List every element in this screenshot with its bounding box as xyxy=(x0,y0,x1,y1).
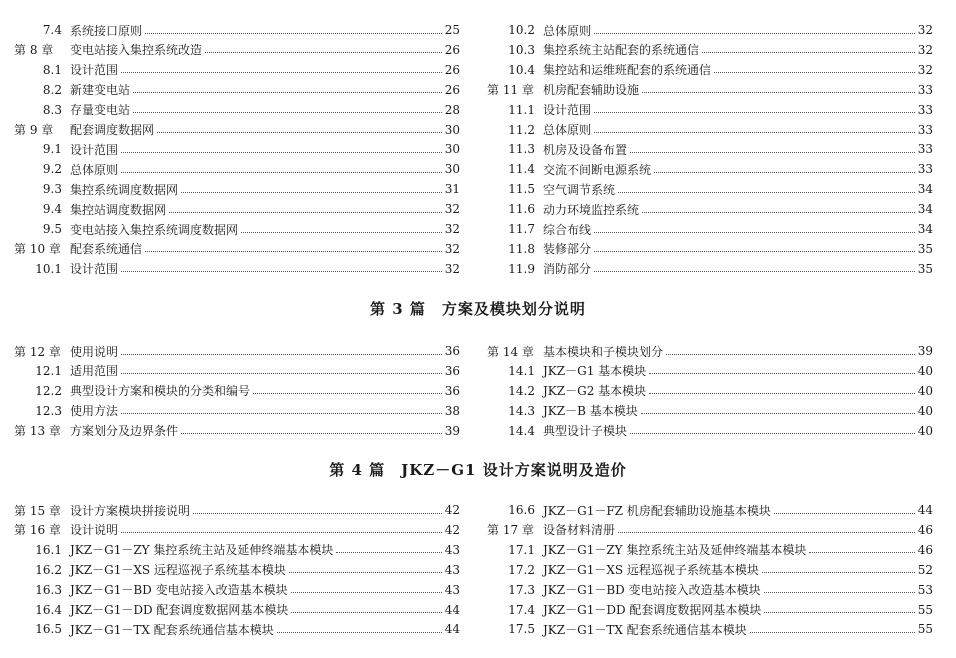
toc-page-number: 31 xyxy=(444,182,460,197)
toc-entry-title: 变电站接入集控系统调度数据网 xyxy=(70,222,239,237)
toc-entry-number: 7.4 xyxy=(42,23,62,37)
toc-entry-title: JKZ－G1－BD 变电站接入改造基本模块 xyxy=(70,583,288,598)
toc-page-number: 33 xyxy=(917,122,933,137)
toc-leader-dots xyxy=(121,172,442,173)
toc-section-entry[interactable] xyxy=(487,259,933,279)
toc-entry-title: 配套系统通信 xyxy=(70,242,143,257)
toc-chapter-entry[interactable] xyxy=(14,520,460,540)
toc-entry-number: 16.3 xyxy=(35,582,62,597)
toc-entry-number: 10.3 xyxy=(508,42,535,57)
toc-entry-number: 第 16 章 xyxy=(14,523,61,538)
toc-entry-title: 总体原则 xyxy=(543,23,592,38)
toc-page-number: 36 xyxy=(444,344,460,358)
toc-entry-title: 总体原则 xyxy=(70,162,119,177)
toc-entry-title: 设计方案模块拼接说明 xyxy=(70,503,191,518)
toc-entry-title: JKZ－G1－XS 远程巡视子系统基本模块 xyxy=(543,563,759,578)
toc-leader-dots xyxy=(809,552,914,553)
toc-leader-dots xyxy=(133,92,442,93)
toc-entry-number: 11.5 xyxy=(508,182,535,197)
toc-entry-number: 11.6 xyxy=(508,202,535,217)
toc-page-number: 33 xyxy=(917,142,933,157)
toc-entry-title: 典型设计方案和模块的分类和编号 xyxy=(70,384,251,399)
toc-entry-number: 10.1 xyxy=(35,261,62,276)
toc-section-entry[interactable] xyxy=(487,361,933,381)
toc-page-number: 55 xyxy=(917,602,933,617)
toc-entry-number: 10.2 xyxy=(508,23,535,37)
toc-leader-dots xyxy=(121,413,442,414)
toc-leader-dots xyxy=(145,251,442,252)
toc-leader-dots xyxy=(594,112,915,113)
toc-page-number: 39 xyxy=(917,344,933,358)
toc-leader-dots xyxy=(145,33,442,34)
toc-page-number: 42 xyxy=(444,522,460,537)
toc-chapter-entry[interactable] xyxy=(487,520,933,540)
toc-entry-number: 第 15 章 xyxy=(14,503,61,518)
toc-leader-dots xyxy=(121,72,442,73)
toc-entry-title: 综合布线 xyxy=(543,222,592,237)
toc-page-number: 32 xyxy=(917,23,933,37)
toc-section-entry[interactable] xyxy=(14,560,460,580)
toc-leader-dots xyxy=(277,632,442,633)
toc-leader-dots xyxy=(630,433,915,434)
toc-page-number: 25 xyxy=(444,23,460,37)
toc-leader-dots xyxy=(289,572,442,573)
toc-leader-dots xyxy=(714,72,915,73)
toc-entry-number: 14.2 xyxy=(508,383,535,398)
toc-entry-number: 17.5 xyxy=(508,622,535,637)
toc-leader-dots xyxy=(121,532,442,533)
toc-page-number: 53 xyxy=(917,582,933,597)
toc-entry-title: 新建变电站 xyxy=(70,83,131,98)
toc-entry-title: 机房配套辅助设施 xyxy=(543,83,640,98)
toc-section-entry[interactable] xyxy=(14,361,460,381)
toc-chapter-entry[interactable] xyxy=(487,80,933,100)
toc-entry-title: 集控系统调度数据网 xyxy=(70,182,179,197)
toc-entry-number: 16.1 xyxy=(35,542,62,557)
toc-page-number: 32 xyxy=(444,261,460,276)
toc-page-number: 28 xyxy=(444,102,460,117)
toc-section-entry[interactable] xyxy=(487,60,933,80)
toc-page-number: 32 xyxy=(917,62,933,77)
toc-page-number: 30 xyxy=(444,162,460,177)
toc-entry-title: JKZ－G1－BD 变电站接入改造基本模块 xyxy=(543,583,761,598)
toc-leader-dots xyxy=(618,192,915,193)
toc-entry-title: 交流不间断电源系统 xyxy=(543,162,652,177)
toc-entry-title: JKZ－G1－XS 远程巡视子系统基本模块 xyxy=(70,563,286,578)
toc-section-entry[interactable] xyxy=(487,500,933,520)
toc-entry-number: 11.7 xyxy=(508,222,535,236)
toc-section-entry[interactable] xyxy=(487,219,933,239)
toc-entry-number: 11.3 xyxy=(508,142,535,157)
toc-entry-title: 设计范围 xyxy=(70,63,119,78)
toc-leader-dots xyxy=(642,92,915,93)
toc-page-number: 55 xyxy=(917,622,933,637)
toc-page-number: 26 xyxy=(444,82,460,97)
part-heading: 第 4 篇 JKZ－G1 设计方案说明及造价 xyxy=(329,461,627,479)
toc-leader-dots xyxy=(762,572,915,573)
toc-leader-dots xyxy=(291,592,442,593)
toc-leader-dots xyxy=(193,513,442,514)
toc-page-number: 34 xyxy=(917,222,933,236)
toc-entry-title: 适用范围 xyxy=(70,364,119,379)
toc-entry-number: 16.2 xyxy=(35,562,62,577)
toc-section-entry[interactable] xyxy=(14,401,460,421)
toc-entry-number: 8.1 xyxy=(42,62,62,77)
toc-leader-dots xyxy=(594,232,915,233)
toc-leader-dots xyxy=(169,212,442,213)
toc-entry-number: 17.1 xyxy=(508,542,535,557)
toc-leader-dots xyxy=(641,413,915,414)
toc-page-number: 44 xyxy=(444,602,460,617)
toc-entry-title: 使用方法 xyxy=(70,404,119,419)
toc-section-entry[interactable] xyxy=(14,381,460,401)
toc-entry-title: 总体原则 xyxy=(543,123,592,137)
toc-section-entry[interactable] xyxy=(487,20,933,40)
toc-entry-title: 设备材料清册 xyxy=(543,523,616,538)
toc-page-number: 32 xyxy=(917,42,933,57)
toc-leader-dots xyxy=(121,373,442,374)
toc-entry-number: 14.1 xyxy=(508,363,535,378)
toc-chapter-entry[interactable] xyxy=(14,500,460,520)
toc-section-entry[interactable] xyxy=(14,540,460,560)
toc-section-entry[interactable] xyxy=(14,259,460,279)
toc-leader-dots xyxy=(594,271,915,272)
toc-section-entry[interactable] xyxy=(14,619,460,639)
toc-entry-number: 第 8 章 xyxy=(14,43,54,58)
toc-entry-number: 9.2 xyxy=(42,162,62,177)
toc-leader-dots xyxy=(181,433,442,434)
toc-section-entry[interactable] xyxy=(14,600,460,620)
toc-section-entry[interactable] xyxy=(14,219,460,239)
toc-entry-number: 第 17 章 xyxy=(487,523,534,538)
toc-entry-title: 集控站调度数据网 xyxy=(70,202,167,217)
toc-section-entry[interactable] xyxy=(14,20,460,40)
toc-entry-title: JKZ－G1－FZ 机房配套辅助设施基本模块 xyxy=(543,503,771,518)
toc-section-entry[interactable] xyxy=(14,199,460,219)
toc-entry-number: 10.4 xyxy=(508,62,535,77)
toc-entry-title: JKZ－G1－DD 配套调度数据网基本模块 xyxy=(543,603,762,617)
toc-leader-dots xyxy=(649,373,915,374)
toc-entry-title: 系统接口原则 xyxy=(70,23,143,38)
toc-entry-number: 第 9 章 xyxy=(14,123,54,137)
toc-entry-title: JKZ－G1－TX 配套系统通信基本模块 xyxy=(543,622,747,637)
toc-page-number: 40 xyxy=(917,423,933,438)
toc-entry-number: 第 10 章 xyxy=(14,242,61,257)
toc-entry-number: 17.2 xyxy=(508,562,535,577)
toc-section-entry[interactable] xyxy=(487,381,933,401)
toc-page-number: 46 xyxy=(917,522,933,537)
toc-section-entry[interactable] xyxy=(487,600,933,620)
toc-leader-dots xyxy=(241,232,442,233)
toc-leader-dots xyxy=(666,354,915,355)
toc-entry-title: 存量变电站 xyxy=(70,103,131,118)
toc-section-entry[interactable] xyxy=(14,60,460,80)
toc-leader-dots xyxy=(764,592,915,593)
toc-entry-title: JKZ－B 基本模块 xyxy=(543,404,638,419)
toc-leader-dots xyxy=(594,251,915,252)
toc-entry-number: 12.1 xyxy=(35,363,62,378)
toc-page-number: 44 xyxy=(444,622,460,637)
toc-section-entry[interactable] xyxy=(487,100,933,120)
toc-leader-dots xyxy=(618,532,915,533)
toc-leader-dots xyxy=(121,354,442,355)
toc-chapter-entry[interactable] xyxy=(14,341,460,361)
toc-page-number: 33 xyxy=(917,82,933,97)
toc-entry-number: 14.4 xyxy=(508,423,535,438)
toc-entry-title: 使用说明 xyxy=(70,344,119,359)
toc-entry-title: 消防部分 xyxy=(543,262,592,277)
toc-entry-number: 第 14 章 xyxy=(487,344,534,359)
toc-page-number: 32 xyxy=(444,202,460,217)
toc-page-number: 43 xyxy=(444,582,460,597)
toc-page-number: 52 xyxy=(917,562,933,577)
toc-entry-title: JKZ－G2 基本模块 xyxy=(543,384,647,399)
toc-page-number: 36 xyxy=(444,383,460,398)
toc-page-number: 33 xyxy=(917,162,933,177)
toc-section-entry[interactable] xyxy=(487,239,933,259)
toc-entry-number: 第 12 章 xyxy=(14,344,61,359)
toc-section-entry[interactable] xyxy=(14,100,460,120)
toc-page-number: 40 xyxy=(917,363,933,378)
toc-leader-dots xyxy=(649,393,915,394)
toc-entry-title: 集控站和运维班配套的系统通信 xyxy=(543,63,712,78)
toc-entry-title: 典型设计子模块 xyxy=(543,424,628,439)
toc-section-entry[interactable] xyxy=(14,159,460,179)
toc-entry-title: 基本模块和子模块划分 xyxy=(543,344,664,359)
toc-page-number: 32 xyxy=(444,241,460,256)
toc-section-entry[interactable] xyxy=(487,199,933,219)
toc-page-number: 42 xyxy=(444,503,460,517)
toc-page-number: 43 xyxy=(444,562,460,577)
toc-page-number: 26 xyxy=(444,62,460,77)
toc-page-number: 30 xyxy=(444,122,460,137)
toc-page-number: 40 xyxy=(917,383,933,398)
toc-leader-dots xyxy=(157,132,442,133)
toc-entry-number: 17.4 xyxy=(508,602,535,617)
toc-page-number: 26 xyxy=(444,42,460,57)
toc-page-number: 35 xyxy=(917,241,933,256)
toc-section-entry[interactable] xyxy=(487,120,933,140)
toc-entry-title: 方案划分及边界条件 xyxy=(70,424,179,439)
toc-page-number: 33 xyxy=(917,102,933,117)
toc-page-number: 32 xyxy=(444,222,460,236)
toc-entry-number: 9.4 xyxy=(42,202,62,217)
toc-page-number: 30 xyxy=(444,142,460,157)
toc-page-number: 44 xyxy=(917,503,933,517)
toc-entry-title: JKZ－G1 基本模块 xyxy=(543,364,647,379)
toc-entry-number: 11.9 xyxy=(508,261,535,276)
toc-entry-number: 9.1 xyxy=(42,142,62,157)
toc-entry-title: 动力环境监控系统 xyxy=(543,202,640,217)
toc-section-entry[interactable] xyxy=(487,421,933,441)
toc-entry-title: JKZ－G1－TX 配套系统通信基本模块 xyxy=(70,622,274,637)
toc-section-entry[interactable] xyxy=(487,40,933,60)
toc-entry-title: 装修部分 xyxy=(543,242,592,257)
toc-leader-dots xyxy=(774,513,915,514)
toc-section-entry[interactable] xyxy=(487,619,933,639)
toc-page-number: 35 xyxy=(917,261,933,276)
toc-section-entry[interactable] xyxy=(487,560,933,580)
toc-entry-title: 设计范围 xyxy=(70,262,119,277)
toc-chapter-entry[interactable] xyxy=(14,120,460,140)
toc-entry-number: 11.4 xyxy=(508,162,535,177)
toc-page-number: 40 xyxy=(917,403,933,418)
toc-leader-dots xyxy=(291,612,441,613)
toc-entry-number: 12.2 xyxy=(35,383,62,398)
toc-chapter-entry[interactable] xyxy=(14,421,460,441)
toc-section-entry[interactable] xyxy=(487,159,933,179)
toc-entry-number: 9.5 xyxy=(42,222,62,236)
toc-entry-number: 9.3 xyxy=(42,182,62,197)
toc-section-entry[interactable] xyxy=(14,139,460,159)
toc-leader-dots xyxy=(764,612,914,613)
toc-entry-number: 16.6 xyxy=(508,503,535,517)
toc-entry-title: 变电站接入集控系统改造 xyxy=(70,43,203,58)
toc-entry-title: JKZ－G1－ZY 集控系统主站及延伸终端基本模块 xyxy=(70,543,334,558)
toc-leader-dots xyxy=(654,172,915,173)
toc-entry-number: 11.8 xyxy=(508,241,535,256)
toc-leader-dots xyxy=(750,632,915,633)
toc-entry-number: 14.3 xyxy=(508,403,535,418)
toc-entry-number: 12.3 xyxy=(35,403,62,418)
toc-entry-title: 设计范围 xyxy=(543,103,592,118)
toc-section-entry[interactable] xyxy=(14,179,460,199)
toc-section-entry[interactable] xyxy=(487,580,933,600)
toc-leader-dots xyxy=(594,33,915,34)
toc-entry-number: 16.5 xyxy=(35,622,62,637)
toc-entry-number: 11.2 xyxy=(508,122,535,137)
toc-leader-dots xyxy=(205,52,442,53)
toc-chapter-entry[interactable] xyxy=(14,239,460,259)
toc-leader-dots xyxy=(133,112,442,113)
toc-entry-title: 设计范围 xyxy=(70,142,119,157)
toc-chapter-entry[interactable] xyxy=(14,40,460,60)
toc-entry-title: JKZ－G1－DD 配套调度数据网基本模块 xyxy=(70,603,289,617)
toc-leader-dots xyxy=(594,132,915,133)
toc-leader-dots xyxy=(121,152,442,153)
toc-page-number: 39 xyxy=(444,423,460,438)
toc-entry-title: 机房及设备布置 xyxy=(543,142,628,157)
toc-entry-number: 第 13 章 xyxy=(14,424,61,439)
toc-leader-dots xyxy=(253,393,442,394)
toc-entry-number: 16.4 xyxy=(35,602,62,617)
toc-entry-title: 空气调节系统 xyxy=(543,182,616,197)
toc-entry-number: 8.3 xyxy=(42,102,62,117)
toc-entry-number: 第 11 章 xyxy=(487,83,534,98)
toc-section-entry[interactable] xyxy=(487,540,933,560)
toc-leader-dots xyxy=(121,271,442,272)
toc-page-number: 43 xyxy=(444,542,460,557)
toc-page-number: 34 xyxy=(917,202,933,217)
toc-page-number: 34 xyxy=(917,182,933,197)
toc-section-entry[interactable] xyxy=(14,580,460,600)
toc-leader-dots xyxy=(702,52,915,53)
toc-entry-title: 配套调度数据网 xyxy=(70,123,155,137)
toc-entry-number: 17.3 xyxy=(508,582,535,597)
toc-section-entry[interactable] xyxy=(487,139,933,159)
toc-leader-dots xyxy=(181,192,442,193)
toc-page-number: 38 xyxy=(444,403,460,418)
toc-page-number: 46 xyxy=(917,542,933,557)
toc-leader-dots xyxy=(642,212,915,213)
toc-entry-number: 11.1 xyxy=(508,102,535,117)
toc-leader-dots xyxy=(336,552,441,553)
toc-entry-title: 设计说明 xyxy=(70,523,119,538)
toc-section-entry[interactable] xyxy=(487,179,933,199)
toc-entry-title: 集控系统主站配套的系统通信 xyxy=(543,43,700,58)
toc-section-entry[interactable] xyxy=(14,80,460,100)
part-heading: 第 3 篇 方案及模块划分说明 xyxy=(370,300,586,318)
toc-entry-number: 8.2 xyxy=(42,82,62,97)
toc-leader-dots xyxy=(630,152,915,153)
toc-section-entry[interactable] xyxy=(487,401,933,421)
toc-entry-title: JKZ－G1－ZY 集控系统主站及延伸终端基本模块 xyxy=(543,543,807,558)
toc-chapter-entry[interactable] xyxy=(487,341,933,361)
toc-page-number: 36 xyxy=(444,363,460,378)
